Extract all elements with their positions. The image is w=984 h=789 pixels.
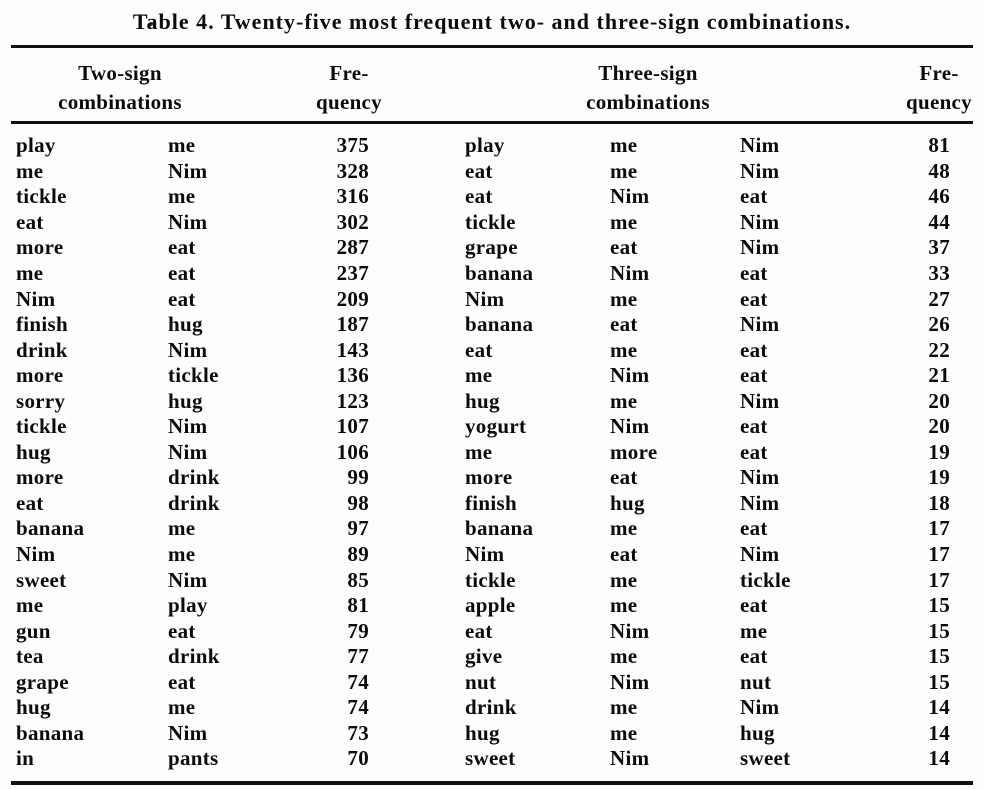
- two-sign-word-1: me: [16, 158, 44, 183]
- two-sign-frequency: 81: [347, 593, 369, 618]
- three-sign-word-1: eat: [465, 618, 493, 643]
- two-sign-frequency: 97: [347, 516, 369, 541]
- three-sign-frequency: 26: [928, 312, 950, 337]
- three-sign-word-3: eat: [740, 337, 768, 362]
- three-sign-frequency: 48: [928, 158, 950, 183]
- three-sign-frequency: 14: [928, 695, 950, 720]
- three-sign-table-row: [465, 669, 950, 695]
- three-sign-word-1: finish: [465, 490, 517, 515]
- three-sign-word-3: Nim: [740, 542, 780, 567]
- two-sign-word-2: eat: [168, 235, 196, 260]
- three-sign-word-1: banana: [465, 261, 534, 285]
- two-sign-word-1: Nim: [16, 542, 56, 567]
- three-sign-table-row: [465, 159, 950, 185]
- two-sign-word-1: hug: [16, 695, 51, 720]
- two-sign-frequency: 287: [336, 235, 369, 260]
- three-sign-table-row: [465, 337, 950, 363]
- two-sign-word-1: banana: [16, 720, 85, 745]
- header-frequency-right-line1: Fre-: [919, 61, 959, 85]
- three-sign-word-2: me: [610, 133, 638, 158]
- two-sign-word-1: eat: [16, 209, 44, 234]
- two-sign-table-row: [0, 746, 369, 772]
- two-sign-word-2: drink: [168, 490, 220, 515]
- three-sign-frequency: 37: [928, 235, 950, 260]
- three-sign-word-3: me: [740, 618, 768, 643]
- three-sign-frequency: 33: [928, 261, 950, 285]
- three-sign-word-2: me: [610, 593, 638, 618]
- three-sign-table-row: [465, 210, 950, 236]
- three-sign-word-3: hug: [740, 720, 775, 745]
- two-sign-word-2: me: [168, 695, 196, 720]
- three-sign-word-3: Nim: [740, 312, 780, 337]
- three-sign-frequency: 15: [928, 593, 950, 618]
- three-sign-word-1: me: [465, 363, 493, 388]
- three-sign-frequency: 17: [928, 542, 950, 567]
- three-sign-word-3: eat: [740, 593, 768, 618]
- three-sign-word-1: Nim: [465, 286, 505, 311]
- two-sign-frequency: 74: [347, 669, 369, 694]
- three-sign-table-row: [465, 618, 950, 644]
- three-sign-table-row: [465, 261, 950, 287]
- three-sign-word-1: eat: [465, 184, 493, 209]
- two-sign-frequency: 77: [347, 644, 369, 669]
- two-sign-word-2: hug: [168, 312, 203, 337]
- two-sign-word-2: Nim: [168, 439, 208, 464]
- table-rule-bottom: [11, 781, 973, 785]
- three-sign-word-1: eat: [465, 337, 493, 362]
- two-sign-frequency: 302: [336, 209, 369, 234]
- three-sign-word-3: eat: [740, 414, 768, 439]
- three-sign-frequency: 81: [928, 133, 950, 158]
- three-sign-word-1: grape: [465, 235, 518, 260]
- three-sign-word-3: eat: [740, 363, 768, 388]
- three-sign-word-2: me: [610, 695, 638, 720]
- two-sign-word-1: me: [16, 261, 44, 285]
- header-frequency-right-line2: quency: [906, 90, 972, 114]
- two-sign-word-1: more: [16, 465, 64, 490]
- two-sign-word-1: eat: [16, 490, 44, 515]
- header-frequency-left-line1: Fre-: [329, 61, 369, 85]
- two-sign-word-2: me: [168, 542, 196, 567]
- three-sign-table-row: [465, 746, 950, 772]
- three-sign-word-1: banana: [465, 312, 534, 337]
- three-sign-word-2: eat: [610, 465, 638, 490]
- three-sign-word-2: Nim: [610, 261, 650, 285]
- two-sign-table-row: [0, 388, 369, 414]
- three-sign-frequency: 19: [928, 439, 950, 464]
- two-sign-frequency: 70: [347, 746, 369, 771]
- header-two-sign-line2: combinations: [58, 90, 182, 114]
- two-sign-table-row: [0, 363, 369, 389]
- three-sign-frequency: 46: [928, 184, 950, 209]
- two-sign-word-2: me: [168, 516, 196, 541]
- three-sign-word-3: eat: [740, 184, 768, 209]
- two-sign-frequency: 187: [336, 312, 369, 337]
- two-sign-table: [0, 133, 369, 772]
- three-sign-word-2: eat: [610, 235, 638, 260]
- two-sign-word-2: Nim: [168, 158, 208, 183]
- three-sign-word-3: eat: [740, 439, 768, 464]
- two-sign-word-2: eat: [168, 618, 196, 643]
- three-sign-word-2: me: [610, 644, 638, 669]
- two-sign-table-row: [0, 133, 369, 159]
- three-sign-word-3: nut: [740, 669, 772, 694]
- three-sign-word-2: me: [610, 209, 638, 234]
- two-sign-table-row: [0, 695, 369, 721]
- two-sign-word-1: drink: [16, 337, 68, 362]
- two-sign-word-1: me: [16, 593, 44, 618]
- two-sign-word-1: more: [16, 235, 64, 260]
- three-sign-frequency: 44: [928, 209, 950, 234]
- two-sign-table-row: [0, 644, 369, 670]
- three-sign-word-2: me: [610, 516, 638, 541]
- two-sign-table-row: [0, 286, 369, 312]
- three-sign-word-2: more: [610, 439, 658, 464]
- three-sign-frequency: 19: [928, 465, 950, 490]
- header-three-sign-line1: Three-sign: [598, 61, 698, 85]
- three-sign-word-1: hug: [465, 388, 500, 413]
- three-sign-table-row: [465, 363, 950, 389]
- two-sign-frequency: 106: [336, 439, 369, 464]
- two-sign-word-1: more: [16, 363, 64, 388]
- three-sign-word-2: Nim: [610, 363, 650, 388]
- three-sign-word-2: me: [610, 388, 638, 413]
- three-sign-word-2: Nim: [610, 746, 650, 771]
- two-sign-table-row: [0, 618, 369, 644]
- two-sign-table-row: [0, 465, 369, 491]
- three-sign-table-row: [465, 184, 950, 210]
- three-sign-word-1: Nim: [465, 542, 505, 567]
- two-sign-table-row: [0, 593, 369, 619]
- three-sign-table: [465, 133, 950, 772]
- header-frequency-left-line2: quency: [316, 90, 382, 114]
- three-sign-frequency: 20: [928, 388, 950, 413]
- two-sign-word-1: Nim: [16, 286, 56, 311]
- two-sign-word-1: play: [16, 133, 56, 158]
- three-sign-word-2: me: [610, 286, 638, 311]
- two-sign-word-2: pants: [168, 746, 219, 771]
- three-sign-word-3: Nim: [740, 158, 780, 183]
- three-sign-word-3: Nim: [740, 490, 780, 515]
- two-sign-word-1: tea: [16, 644, 44, 669]
- two-sign-word-2: Nim: [168, 209, 208, 234]
- three-sign-word-1: apple: [465, 593, 516, 618]
- three-sign-frequency: 18: [928, 490, 950, 515]
- three-sign-word-1: yogurt: [465, 414, 527, 439]
- three-sign-frequency: 27: [928, 286, 950, 311]
- three-sign-frequency: 21: [928, 363, 950, 388]
- three-sign-table-row: [465, 465, 950, 491]
- two-sign-table-row: [0, 312, 369, 338]
- three-sign-word-2: me: [610, 158, 638, 183]
- header-three-sign-combinations: [528, 59, 768, 117]
- three-sign-word-3: eat: [740, 286, 768, 311]
- three-sign-word-2: Nim: [610, 618, 650, 643]
- three-sign-word-1: sweet: [465, 746, 516, 771]
- three-sign-word-1: give: [465, 644, 503, 669]
- three-sign-word-2: eat: [610, 312, 638, 337]
- three-sign-word-3: Nim: [740, 235, 780, 260]
- two-sign-table-row: [0, 491, 369, 517]
- table-rule-top: [11, 45, 973, 48]
- three-sign-table-row: [465, 644, 950, 670]
- two-sign-word-2: play: [168, 593, 208, 618]
- two-sign-table-row: [0, 440, 369, 466]
- three-sign-word-1: nut: [465, 669, 497, 694]
- two-sign-word-2: Nim: [168, 337, 208, 362]
- two-sign-frequency: 328: [336, 158, 369, 183]
- three-sign-word-2: me: [610, 337, 638, 362]
- three-sign-frequency: 17: [928, 516, 950, 541]
- three-sign-word-2: Nim: [610, 414, 650, 439]
- three-sign-table-row: [465, 516, 950, 542]
- two-sign-table-row: [0, 542, 369, 568]
- two-sign-word-2: Nim: [168, 414, 208, 439]
- two-sign-word-2: eat: [168, 286, 196, 311]
- table-rule-middle: [11, 121, 973, 124]
- two-sign-word-1: grape: [16, 669, 69, 694]
- two-sign-frequency: 107: [336, 414, 369, 439]
- three-sign-table-row: [465, 593, 950, 619]
- two-sign-frequency: 99: [347, 465, 369, 490]
- two-sign-frequency: 143: [336, 337, 369, 362]
- two-sign-word-1: finish: [16, 312, 68, 337]
- two-sign-table-row: [0, 261, 369, 287]
- header-two-sign-combinations: [0, 59, 240, 117]
- two-sign-frequency: 89: [347, 542, 369, 567]
- three-sign-table-row: [465, 491, 950, 517]
- two-sign-word-2: eat: [168, 669, 196, 694]
- two-sign-word-1: in: [16, 746, 35, 771]
- three-sign-word-3: Nim: [740, 388, 780, 413]
- two-sign-word-1: hug: [16, 439, 51, 464]
- three-sign-frequency: 14: [928, 746, 950, 771]
- three-sign-table-row: [465, 312, 950, 338]
- two-sign-frequency: 73: [347, 720, 369, 745]
- two-sign-word-1: sorry: [16, 388, 66, 413]
- two-sign-frequency: 79: [347, 618, 369, 643]
- two-sign-word-1: tickle: [16, 184, 67, 209]
- two-sign-frequency: 98: [347, 490, 369, 515]
- three-sign-word-1: tickle: [465, 209, 516, 234]
- three-sign-word-1: tickle: [465, 567, 516, 592]
- three-sign-word-3: eat: [740, 261, 768, 285]
- two-sign-word-2: me: [168, 184, 196, 209]
- three-sign-word-3: Nim: [740, 695, 780, 720]
- three-sign-word-3: Nim: [740, 209, 780, 234]
- table-title: Table 4. Twenty-five most frequent two- and three-sign combinations.: [132, 9, 852, 34]
- two-sign-frequency: 74: [347, 695, 369, 720]
- two-sign-word-2: tickle: [168, 363, 219, 388]
- three-sign-word-3: eat: [740, 516, 768, 541]
- three-sign-frequency: 15: [928, 618, 950, 643]
- header-three-sign-line2: combinations: [586, 90, 710, 114]
- two-sign-table-row: [0, 567, 369, 593]
- three-sign-word-2: Nim: [610, 669, 650, 694]
- three-sign-table-row: [465, 388, 950, 414]
- two-sign-table-row: [0, 159, 369, 185]
- three-sign-word-1: me: [465, 439, 493, 464]
- two-sign-frequency: 123: [336, 388, 369, 413]
- three-sign-table-row: [465, 567, 950, 593]
- two-sign-frequency: 209: [336, 286, 369, 311]
- two-sign-word-2: drink: [168, 644, 220, 669]
- two-sign-word-2: Nim: [168, 720, 208, 745]
- three-sign-table-row: [465, 414, 950, 440]
- two-sign-word-2: Nim: [168, 567, 208, 592]
- three-sign-word-1: drink: [465, 695, 517, 720]
- three-sign-word-3: eat: [740, 644, 768, 669]
- three-sign-word-2: hug: [610, 490, 645, 515]
- three-sign-word-2: eat: [610, 542, 638, 567]
- three-sign-table-row: [465, 286, 950, 312]
- two-sign-frequency: 136: [336, 363, 369, 388]
- three-sign-table-row: [465, 721, 950, 747]
- three-sign-word-3: sweet: [740, 746, 791, 771]
- two-sign-table-row: [0, 337, 369, 363]
- two-sign-table-row: [0, 414, 369, 440]
- two-sign-frequency: 375: [336, 133, 369, 158]
- header-frequency-left: [289, 59, 409, 117]
- two-sign-table-row: [0, 235, 369, 261]
- two-sign-word-2: hug: [168, 388, 203, 413]
- two-sign-frequency: 85: [347, 567, 369, 592]
- three-sign-word-1: eat: [465, 158, 493, 183]
- three-sign-table-row: [465, 235, 950, 261]
- three-sign-word-2: me: [610, 567, 638, 592]
- three-sign-word-2: Nim: [610, 184, 650, 209]
- three-sign-word-3: Nim: [740, 133, 780, 158]
- three-sign-frequency: 22: [928, 337, 950, 362]
- three-sign-word-1: more: [465, 465, 513, 490]
- two-sign-word-1: banana: [16, 516, 85, 541]
- three-sign-word-1: banana: [465, 516, 534, 541]
- two-sign-word-2: drink: [168, 465, 220, 490]
- two-sign-table-row: [0, 516, 369, 542]
- header-two-sign-line1: Two-sign: [78, 61, 162, 85]
- three-sign-word-3: Nim: [740, 465, 780, 490]
- two-sign-table-row: [0, 669, 369, 695]
- three-sign-word-1: hug: [465, 720, 500, 745]
- header-frequency-right: [879, 59, 984, 117]
- two-sign-frequency: 237: [336, 261, 369, 285]
- two-sign-table-row: [0, 210, 369, 236]
- two-sign-word-2: me: [168, 133, 196, 158]
- three-sign-word-2: me: [610, 720, 638, 745]
- three-sign-table-row: [465, 695, 950, 721]
- three-sign-frequency: 17: [928, 567, 950, 592]
- three-sign-frequency: 20: [928, 414, 950, 439]
- three-sign-table-row: [465, 542, 950, 568]
- three-sign-frequency: 15: [928, 644, 950, 669]
- three-sign-table-row: [465, 440, 950, 466]
- three-sign-frequency: 15: [928, 669, 950, 694]
- two-sign-word-1: tickle: [16, 414, 67, 439]
- two-sign-word-1: gun: [16, 618, 51, 643]
- three-sign-word-1: play: [465, 133, 505, 158]
- two-sign-frequency: 316: [336, 184, 369, 209]
- three-sign-frequency: 14: [928, 720, 950, 745]
- two-sign-table-row: [0, 721, 369, 747]
- three-sign-word-3: tickle: [740, 567, 791, 592]
- two-sign-word-2: eat: [168, 261, 196, 285]
- three-sign-table-row: [465, 133, 950, 159]
- two-sign-table-row: [0, 184, 369, 210]
- two-sign-word-1: sweet: [16, 567, 67, 592]
